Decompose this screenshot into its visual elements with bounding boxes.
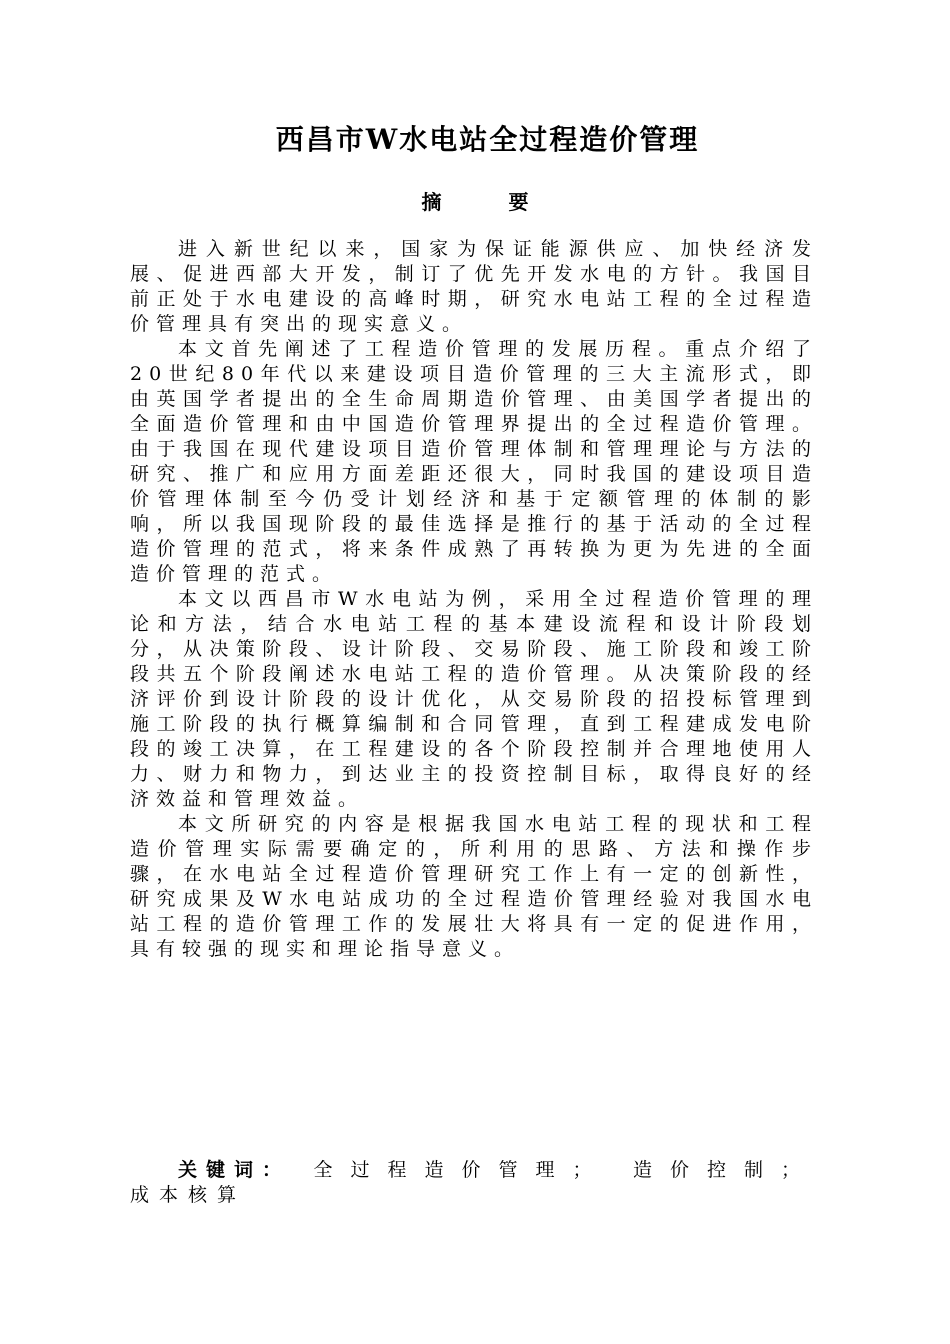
abstract-body (130, 237, 818, 962)
document-title: 西昌市W水电站全过程造价管理 (275, 123, 700, 156)
abstract-heading: 摘 要 (421, 190, 559, 214)
abstract-paragraph: 本文以西昌市W水电站为例，采用全过程造价管理的理论和方法，结合水电站工程的基本建设流程和设计阶段划分，从决策阶段、设计阶段、交易阶段、施工阶段和竣工阶段共五个阶段阐述水电站工程的造价管理。从决策阶段的经济评价到设计阶段的设计优化，从交易阶段的招投标管理到施工阶段的执行概算编制和合同管理，直到工程建成发电阶段的竣工决算，在工程建设的各个阶段控制并合理地使用人力、财力和物力，到达业主的投资控制目标，取得良好的经济效益和管理效益。 (130, 588, 818, 810)
keyword-item: 全过程造价管理； (313, 1159, 610, 1181)
abstract-paragraph: 进入新世纪以来，国家为保证能源供应、加快经济发展、促进西部大开发，制订了优先开发水电的方针。我国目前正处于水电建设的高峰时期，研究水电站工程的全过程造价管理具有突出的现实意义。 (130, 238, 818, 335)
keyword-item: 造价控制； (632, 1159, 818, 1181)
abstract-paragraph: 本文首先阐述了工程造价管理的发展历程。重点介绍了20世纪80年代以来建设项目造价管理的三大主流形式，即由英国学者提出的全生命周期造价管理、由美国学者提出的全面造价管理和由中国造价管理界提出的全过程造价管理。由于我国在现代建设项目造价管理体制和管理理论与方法的研究、推广和应用方面差距还很大，同时我国的建设项目造价管理体制至今仍受计划经济和基于定额管理的体制的影响，所以我国现阶段的最佳选择是推行的基于活动的全过程造价管理的范式，将来条件成熟了再转换为更为先进的全面造价管理的范式。 (130, 338, 818, 585)
keyword-item: 成本核算 (130, 1184, 247, 1206)
keywords-label: 关键词： (178, 1159, 291, 1181)
keywords-block (130, 1158, 818, 1208)
abstract-paragraph: 本文所研究的内容是根据我国水电站工程的现状和工程造价管理实际需要确定的，所利用的思路、方法和操作步骤，在水电站全过程造价管理研究工作上有一定的创新性，研究成果及W水电站成功的全过程造价管理经验对我国水电站工程的造价管理工作的发展壮大将具有一定的促进作用，具有较强的现实和理论指导意义。 (130, 813, 818, 960)
keywords-line (130, 1158, 818, 1183)
